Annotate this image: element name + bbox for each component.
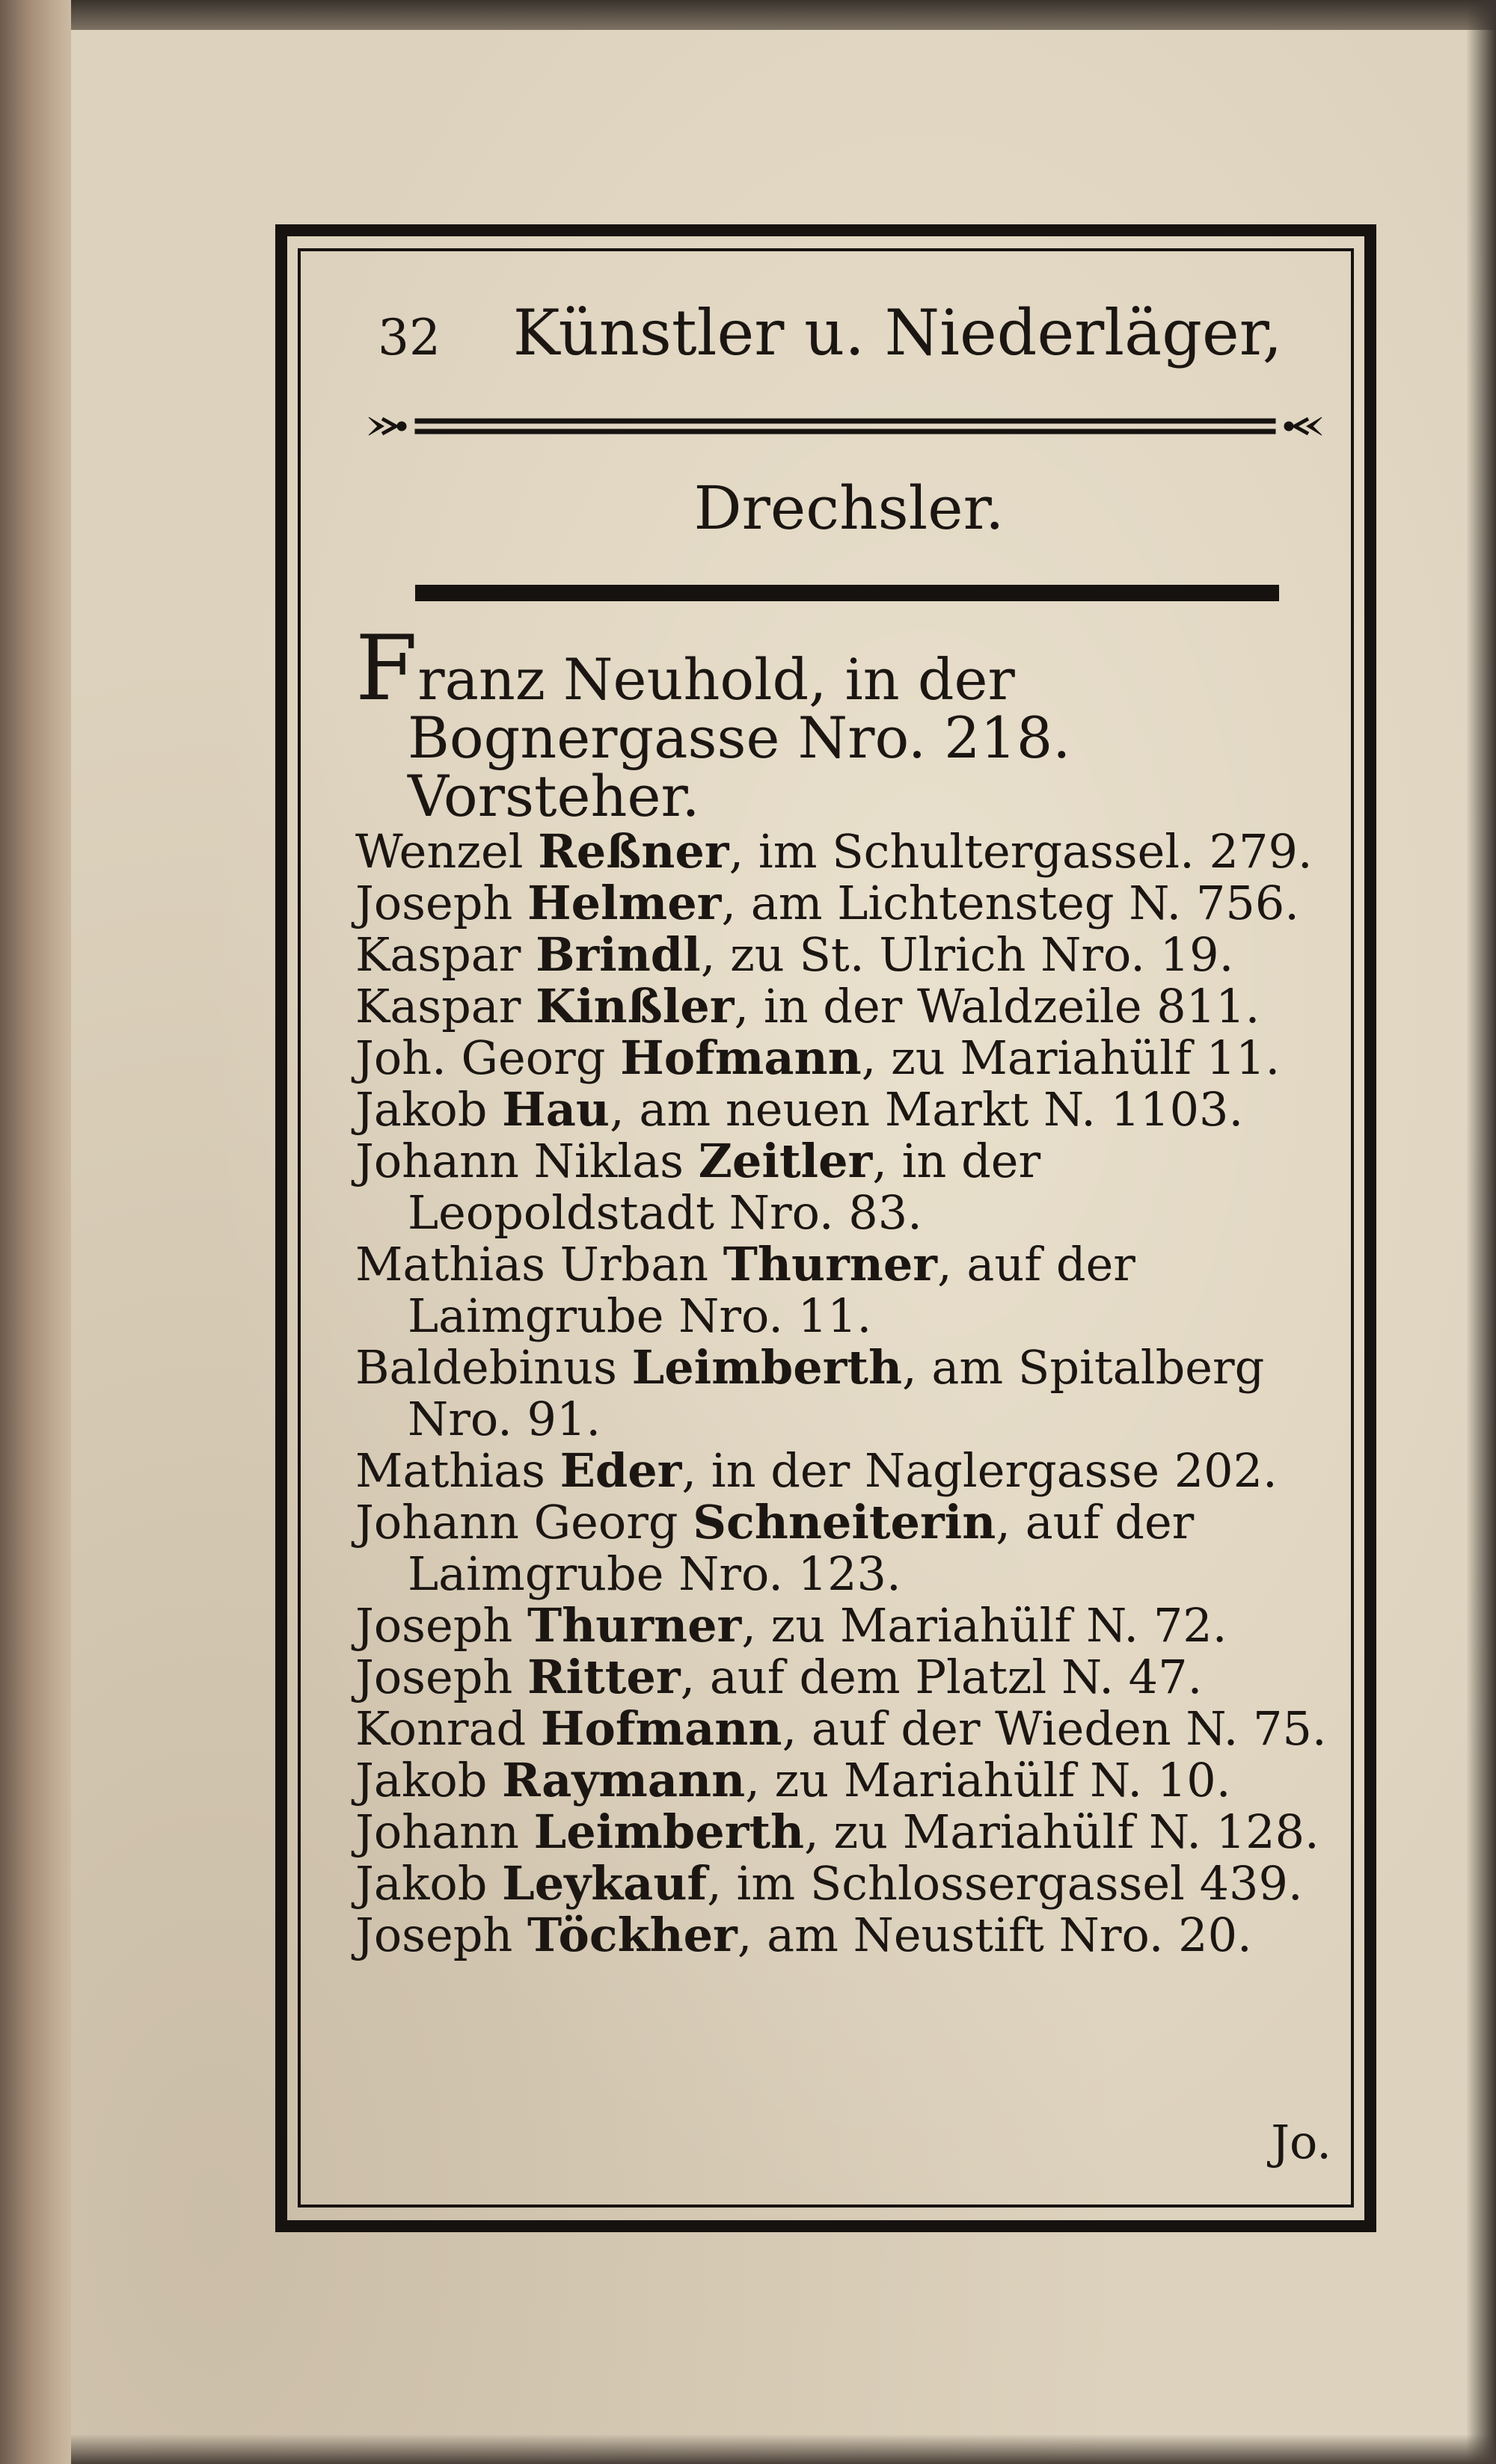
left-fleuron-icon xyxy=(369,417,384,435)
entry-surname: Thurner xyxy=(723,1237,937,1291)
entry-given-name: Jakob xyxy=(355,1753,503,1807)
entry-address: , auf der Wieden N. 75. xyxy=(782,1701,1327,1756)
entry-given-name: Kaspar xyxy=(355,979,536,1033)
list-item xyxy=(355,1342,1343,1445)
entry-surname: Töckher xyxy=(527,1908,738,1962)
entry-given-name: Johann Niklas xyxy=(355,1134,699,1188)
entry-given-name: Johann Georg xyxy=(355,1495,693,1549)
entry-given-name: Joh. Georg xyxy=(355,1030,621,1085)
entry-address: , auf der Laimgrube Nro. 11. xyxy=(408,1237,1135,1343)
top-shadow xyxy=(71,0,1496,30)
entry-surname: Leykauf xyxy=(502,1856,708,1911)
entry-address: , im Schultergassel. 279. xyxy=(729,824,1313,879)
entry-given-name: Kaspar xyxy=(355,927,536,982)
entry-given-name: Joseph xyxy=(355,1650,528,1704)
drop-initial: F xyxy=(355,617,418,721)
entry-surname: Reßner xyxy=(538,824,729,879)
list-item xyxy=(355,1754,1343,1806)
bottom-shadow xyxy=(71,2434,1496,2464)
list-item xyxy=(355,1806,1343,1858)
list-item xyxy=(355,1909,1343,1961)
list-item xyxy=(355,877,1343,929)
entry-address: , am Neustift Nro. 20. xyxy=(737,1908,1252,1962)
list-item xyxy=(355,1032,1343,1084)
list-item xyxy=(355,826,1343,877)
list-item xyxy=(355,1084,1343,1135)
entry-surname: Ritter xyxy=(527,1650,681,1704)
entry-surname: Hofmann xyxy=(620,1030,862,1085)
list-item xyxy=(355,613,1343,829)
section-title: Drechsler. xyxy=(693,473,1005,543)
entry-surname: Leimberth xyxy=(533,1804,805,1859)
entry-address: , zu Mariahülf N. 128. xyxy=(804,1804,1319,1859)
entry-given-name: Mathias xyxy=(355,1443,560,1498)
entry-surname: Leimberth xyxy=(631,1340,903,1395)
entry-surname: Hau xyxy=(502,1082,610,1137)
entry-surname: Thurner xyxy=(527,1598,742,1653)
entry-given-name: Konrad xyxy=(355,1701,541,1756)
list-item xyxy=(355,1858,1343,1909)
entry-list xyxy=(355,613,1343,1961)
list-item xyxy=(355,1651,1343,1703)
entry-address: , zu Mariahülf N. 72. xyxy=(741,1598,1227,1653)
entry-address: , am neuen Markt N. 1103. xyxy=(609,1082,1244,1137)
entry-address: , am Spitalberg Nro. 91. xyxy=(408,1340,1265,1446)
running-title: Künstler u. Niederläger, xyxy=(512,296,1283,369)
entry-address: , in der Leopoldstadt Nro. 83. xyxy=(408,1134,1041,1240)
entry-given-name: Joseph xyxy=(355,1908,528,1962)
list-item xyxy=(355,980,1343,1032)
entry-address: , im Schlossergassel 439. xyxy=(707,1856,1303,1911)
entry-surname: Helmer xyxy=(527,876,722,930)
entry-address: , zu Mariahülf 11. xyxy=(861,1030,1281,1085)
catchword: Jo. xyxy=(1271,2115,1331,2169)
right-shadow xyxy=(1466,0,1496,2464)
entry-address: , auf der Laimgrube Nro. 123. xyxy=(408,1495,1195,1601)
entry-given-name: Mathias Urban xyxy=(355,1237,723,1291)
list-item xyxy=(355,1600,1343,1651)
entry-surname: Hofmann xyxy=(540,1701,782,1756)
entry-given-name: Joseph xyxy=(355,876,528,930)
list-item xyxy=(355,1135,1343,1238)
entry-given-name: Baldebinus xyxy=(355,1340,632,1395)
entry-given-name: Joseph xyxy=(355,1598,528,1653)
entry-address: , zu Mariahülf N. 10. xyxy=(745,1753,1231,1807)
entry-given-name: Jakob xyxy=(355,1856,503,1911)
right-fleuron-icon xyxy=(1307,417,1322,435)
entry-surname: Zeitler xyxy=(698,1134,873,1188)
entry-address: , in der Naglergasse 202. xyxy=(681,1443,1278,1498)
list-item xyxy=(355,1703,1343,1754)
page-number: 32 xyxy=(378,309,441,366)
entry-given-name: Johann xyxy=(355,1804,534,1859)
entry-given-name: Wenzel xyxy=(355,824,539,879)
list-item xyxy=(355,929,1343,980)
list-item xyxy=(355,1496,1343,1600)
entry-address: , am Lichtensteg N. 756. xyxy=(721,876,1299,930)
entry-address: , in der Waldzeile 811. xyxy=(734,979,1260,1033)
title-rule xyxy=(415,585,1279,601)
ornamental-rule xyxy=(363,396,1328,456)
entry-surname: Eder xyxy=(560,1443,682,1498)
entry-address: , zu St. Ulrich Nro. 19. xyxy=(700,927,1234,982)
list-item xyxy=(355,1445,1343,1496)
entry-surname: Schneiterin xyxy=(693,1495,996,1549)
entry-given-name: Jakob xyxy=(355,1082,503,1137)
entry-text: ranz Neuhold, in der Bognergasse Nro. 218. Vorsteher. xyxy=(408,646,1071,829)
entry-address: , auf dem Platzl N. 47. xyxy=(680,1650,1203,1704)
entry-surname: Raymann xyxy=(502,1753,746,1807)
entry-surname: Kinßler xyxy=(536,979,735,1033)
entry-surname: Brindl xyxy=(536,927,701,982)
running-header xyxy=(378,295,1313,375)
list-item xyxy=(355,1238,1343,1342)
